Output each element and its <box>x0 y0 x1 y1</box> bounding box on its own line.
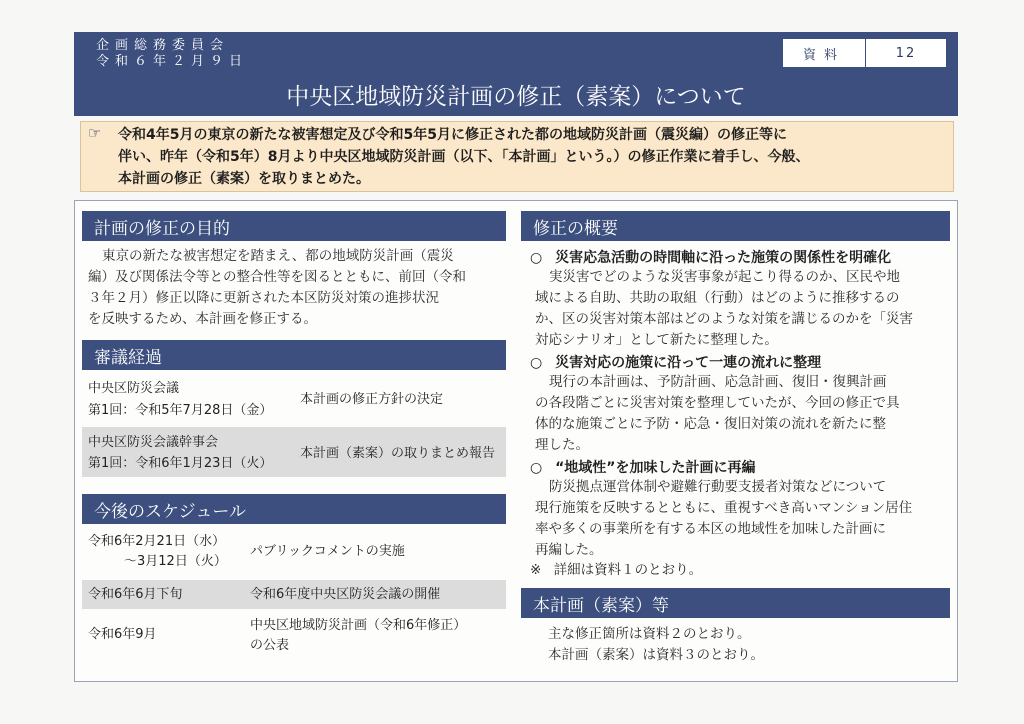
summary-text <box>118 124 948 190</box>
purpose-line: を反映するため、本計画を修正する。 <box>88 311 317 327</box>
meeting-date: 第1回：令和6年1月23日（火） <box>88 456 273 471</box>
overview-heading: 修正の概要 <box>521 211 950 241</box>
plan-line: 主な修正箇所は資料２のとおり。 <box>548 626 751 642</box>
overview-item-title <box>530 247 891 267</box>
meeting-item: 本計画（素案）の取りまとめ報告 <box>300 446 496 461</box>
overview-line: か、区の災害対策本部はどのような対策を講じるのかを「災害 <box>535 311 913 327</box>
schedule-what: 令和6年度中央区防災会議の開催 <box>250 587 441 602</box>
overview-line: 対応シナリオ」として新たに整理した。 <box>535 332 778 348</box>
purpose-line: 東京の新たな被害想定を踏まえ、都の地域防災計画（震災 <box>102 248 454 264</box>
schedule-what: 中央区地域防災計画（令和6年修正） <box>250 618 467 633</box>
circle-bullet-icon: ○ <box>530 460 543 476</box>
overview-item-title-text: 災害対応の施策に沿って一連の流れに整理 <box>555 355 822 371</box>
meeting-item: 本計画の修正方針の決定 <box>300 392 444 407</box>
circle-bullet-icon: ○ <box>530 355 543 371</box>
summary-line: 伴い、昨年（令和5年）8月より中央区地域防災計画（以下、「本計画」という。）の修正作業に着手し、今般、 <box>118 149 810 165</box>
summary-line: 令和4年5月の東京の新たな被害想定及び令和5年5月に修正された都の地域防災計画（震災編）の修正等に <box>118 127 787 143</box>
overview-item-title <box>530 352 821 372</box>
schedule-row <box>82 612 506 658</box>
deliberation-row <box>82 373 506 425</box>
circle-bullet-icon: ○ <box>530 250 543 266</box>
schedule-row <box>82 580 506 609</box>
overview-item-title <box>530 457 756 477</box>
plan-line: 本計画（素案）は資料３のとおり。 <box>548 647 764 663</box>
overview-note <box>530 560 702 581</box>
schedule-heading: 今後のスケジュール <box>82 494 506 524</box>
meeting-date: 令和６年２月９日 <box>96 54 249 69</box>
deliberation-heading: 審議経過 <box>82 340 506 370</box>
overview-item-title-text: 災害応急活動の時間軸に沿った施策の関係性を明確化 <box>555 250 892 266</box>
overview-line: 防災拠点運営体制や避難行動要支援者対策などについて <box>549 479 887 495</box>
schedule-when: 令和6年9月 <box>88 627 157 642</box>
document-tag <box>782 38 947 68</box>
deliberation-row <box>82 427 506 477</box>
schedule-what: パブリックコメントの実施 <box>250 544 405 559</box>
pointing-hand-icon: ☞ <box>88 124 102 142</box>
purpose-line: ３年２月）修正以降に更新された本区防災対策の進捗状況 <box>88 290 439 306</box>
schedule-row <box>82 527 506 578</box>
purpose-text <box>88 246 466 330</box>
meeting-date: 第1回：令和5年7月28日（金） <box>88 403 273 418</box>
purpose-line: 編）及び関係法令等との整合性等を図るとともに、前回（令和 <box>88 269 466 285</box>
schedule-when: ～3月12日（火） <box>124 554 227 569</box>
summary-line: 本計画の修正（素案）を取りまとめた。 <box>118 171 370 187</box>
purpose-heading: 計画の修正の目的 <box>82 211 506 241</box>
page-title: 中央区地域防災計画の修正（素案）について <box>286 84 746 110</box>
meeting-name: 中央区防災会議幹事会 <box>88 435 219 450</box>
schedule-when: 令和6年6月下旬 <box>88 587 183 602</box>
tag-label: 資料 <box>783 39 866 67</box>
tag-number: 12 <box>895 45 917 61</box>
overview-line: 理した。 <box>535 437 589 453</box>
overview-line: 現行の本計画は、予防計画、応急計画、復旧・復興計画 <box>549 374 887 390</box>
plan-text <box>548 624 764 666</box>
overview-line: 体的な施策ごとに予防・応急・復旧対策の流れを新たに整 <box>535 416 886 432</box>
meeting-name: 中央区防災会議 <box>88 381 180 396</box>
overview-item-title-text: “地域性”を加味した計画に再編 <box>555 460 756 476</box>
committee-name: 企画総務委員会 <box>96 38 230 53</box>
overview-line: 現行施策を反映するとともに、重視すべき高いマンション居住 <box>535 500 913 516</box>
note-text: 詳細は資料１のとおり。 <box>553 562 703 578</box>
overview-line: 実災害でどのような災害事象が起こり得るのか、区民や地 <box>549 269 900 285</box>
overview-line: 再編した。 <box>535 542 603 558</box>
schedule-what: の公表 <box>250 638 290 653</box>
overview-item-body <box>535 372 900 456</box>
overview-line: 域による自助、共助の取組（行動）はどのように推移するの <box>535 290 900 306</box>
overview-line: 率や多くの事業所を有する本区の地域性を加味した計画に <box>535 521 886 537</box>
overview-item-body <box>535 267 913 351</box>
schedule-when: 令和6年2月21日（水） <box>88 534 226 549</box>
overview-item-body <box>535 477 912 561</box>
plan-heading: 本計画（素案）等 <box>521 588 950 618</box>
note-mark: ※ <box>530 562 542 578</box>
overview-line: の各段階ごとに災害対策を整理していたが、今回の修正で具 <box>535 395 900 411</box>
